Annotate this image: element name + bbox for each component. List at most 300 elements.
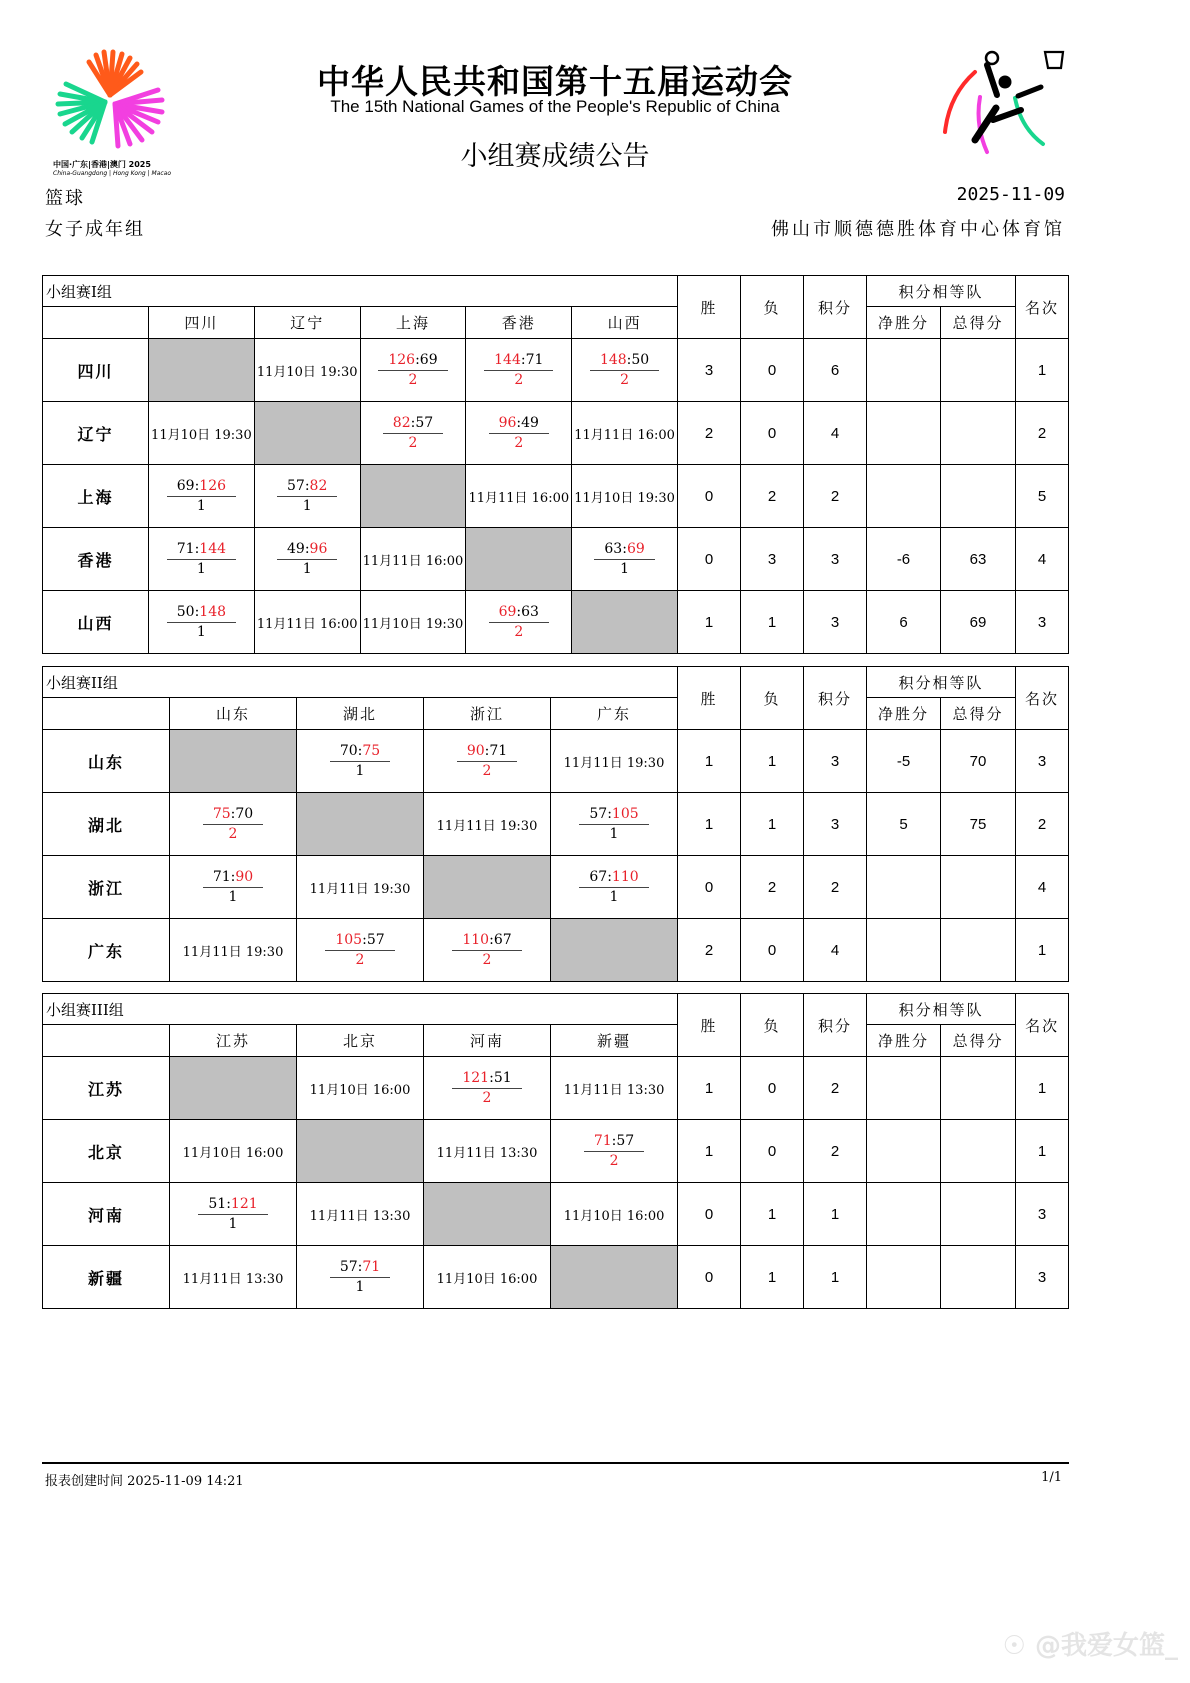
scheduled-match-cell: 11月10日 16:00: [297, 1057, 424, 1120]
col-header-team: 广东: [551, 698, 678, 730]
rank-value: 3: [1016, 591, 1069, 654]
page-title-en: The 15th National Games of the People's Republic of China: [330, 97, 780, 116]
match-points: 1: [355, 762, 365, 779]
row-team-name: 北京: [43, 1120, 170, 1183]
score-own: 148: [599, 351, 627, 368]
losses-value: 1: [740, 591, 803, 654]
scheduled-match-cell: 11月10日 19:30: [149, 402, 255, 465]
match-score: [489, 415, 549, 434]
col-header-team: 江苏: [170, 1025, 297, 1057]
match-result: [198, 1196, 267, 1233]
score-opponent: 148: [199, 603, 227, 620]
row-team-name: 山东: [43, 730, 170, 793]
team-row: [43, 402, 1069, 465]
col-header-team: 新疆: [551, 1025, 678, 1057]
score-opponent: 144: [199, 540, 227, 557]
match-result: [590, 352, 659, 389]
match-score: [330, 743, 390, 762]
scheduled-match-cell: 11月11日 16:00: [254, 591, 360, 654]
team-row: [43, 339, 1069, 402]
match-points: 1: [228, 888, 238, 905]
match-result: [579, 806, 648, 843]
logo-caption-cn: 中国·广东|香港|澳门 2025: [53, 160, 151, 169]
scheduled-match-cell: 11月10日 16:00: [424, 1246, 551, 1309]
row-team-name: 山西: [43, 591, 149, 654]
rank-value: 1: [1016, 1120, 1069, 1183]
score-separator: :: [626, 351, 632, 368]
col-header-total-points: 总得分: [941, 1025, 1016, 1057]
score-opponent: 63: [521, 603, 539, 620]
score-opponent: 90: [235, 868, 254, 885]
score-own: 67: [589, 868, 608, 885]
score-opponent: 126: [199, 477, 227, 494]
team-row: [43, 528, 1069, 591]
score-separator: :: [410, 414, 416, 431]
score-separator: :: [489, 931, 494, 948]
score-separator: :: [226, 1195, 231, 1212]
points-value: 3: [804, 793, 867, 856]
team-row: [43, 1246, 1069, 1309]
scheduled-match-cell: 11月11日 19:30: [551, 730, 678, 793]
losses-value: 1: [741, 1246, 804, 1309]
col-header-team: 北京: [297, 1025, 424, 1057]
losses-value: 1: [741, 793, 804, 856]
scheduled-match-cell: 11月11日 13:30: [297, 1183, 424, 1246]
col-header-tie-group: 积分相等队: [867, 994, 1016, 1025]
match-score: [594, 541, 654, 560]
col-header-points: 积分: [804, 667, 867, 730]
row-team-name: 上海: [43, 465, 149, 528]
team-row: [43, 591, 1069, 654]
col-header-loss: 负: [740, 276, 803, 339]
points-value: 3: [803, 528, 866, 591]
losses-value: 0: [741, 1120, 804, 1183]
self-match-cell: [424, 1183, 551, 1246]
match-result: [383, 415, 443, 452]
net-points-value: [867, 1120, 941, 1183]
rank-value: 4: [1016, 856, 1069, 919]
total-points-value: [940, 465, 1015, 528]
scheduled-match-cell: 11月10日 19:30: [360, 591, 466, 654]
match-result-cell: [360, 402, 466, 465]
score-separator: :: [516, 414, 522, 431]
wins-value: 0: [678, 1246, 741, 1309]
total-points-value: [940, 402, 1015, 465]
basketball-pictogram: [935, 40, 1065, 170]
col-header-loss: 负: [741, 994, 804, 1057]
score-opponent: 96: [309, 540, 328, 557]
logo-caption-en: China-Guangdong | Hong Kong | Macao: [53, 170, 172, 177]
total-points-value: 63: [940, 528, 1015, 591]
self-match-cell: [424, 856, 551, 919]
score-opponent: 67: [493, 931, 512, 948]
match-points: 2: [609, 1152, 619, 1169]
rank-value: 5: [1016, 465, 1069, 528]
match-result: [277, 478, 337, 515]
rank-value: 1: [1016, 339, 1069, 402]
score-separator: :: [230, 805, 236, 822]
footer-divider: [42, 1462, 1069, 1464]
self-match-cell: [170, 1057, 297, 1120]
row-team-name: 湖北: [43, 793, 170, 856]
match-result: [325, 932, 394, 969]
row-team-name: 广东: [43, 919, 170, 982]
wins-value: 1: [678, 1120, 741, 1183]
match-points: 2: [514, 434, 524, 451]
match-result: [594, 541, 654, 578]
score-opponent: 71: [362, 1258, 381, 1275]
net-points-value: [867, 1246, 941, 1309]
match-result-cell: [424, 730, 551, 793]
col-header-total-points: 总得分: [941, 698, 1016, 730]
score-own: 49: [287, 540, 305, 557]
match-score: [277, 541, 337, 560]
self-match-cell: [297, 793, 424, 856]
losses-value: 0: [740, 402, 803, 465]
wins-value: 0: [677, 528, 740, 591]
net-points-value: [866, 402, 940, 465]
match-score: [167, 541, 236, 560]
score-opponent: 71: [525, 351, 544, 368]
match-points: 2: [482, 951, 492, 968]
score-separator: :: [489, 1069, 494, 1086]
match-result-cell: [170, 793, 297, 856]
net-points-value: [866, 465, 940, 528]
score-own: 110: [462, 931, 490, 948]
score-separator: :: [415, 351, 420, 368]
score-separator: :: [362, 931, 367, 948]
match-result-cell: [297, 730, 424, 793]
score-separator: :: [230, 868, 236, 885]
net-points-value: [867, 1183, 941, 1246]
rank-value: 2: [1016, 402, 1069, 465]
score-own: 144: [494, 351, 521, 368]
score-own: 69: [498, 603, 517, 620]
self-match-cell: [466, 528, 572, 591]
match-result-cell: [551, 856, 678, 919]
score-own: 126: [388, 351, 416, 368]
net-points-value: [866, 339, 940, 402]
points-value: 2: [804, 1120, 867, 1183]
score-opponent: 51: [493, 1069, 512, 1086]
match-result: [579, 869, 648, 906]
venue-label: 佛山市顺德德胜体育中心体育馆: [771, 219, 1065, 240]
losses-value: 0: [741, 1057, 804, 1120]
match-score: [330, 1259, 390, 1278]
match-result-cell: [572, 528, 678, 591]
points-value: 1: [804, 1246, 867, 1309]
total-points-value: 75: [941, 793, 1016, 856]
match-score: [452, 932, 521, 951]
net-points-value: -5: [867, 730, 941, 793]
self-match-cell: [360, 465, 466, 528]
match-result: [330, 1259, 390, 1296]
page-title-cn: 中华人民共和国第十五届运动会: [317, 62, 793, 101]
col-header-tie-group: 积分相等队: [867, 667, 1016, 698]
match-result: [489, 604, 549, 641]
score-own: 105: [335, 931, 363, 948]
match-score: [579, 869, 648, 888]
group-table: [42, 993, 1069, 1309]
score-own: 71: [593, 1132, 612, 1149]
net-points-value: 6: [866, 591, 940, 654]
wins-value: 1: [678, 730, 741, 793]
wins-value: 1: [678, 1057, 741, 1120]
score-separator: :: [304, 477, 310, 494]
score-opponent: 105: [611, 805, 639, 822]
score-own: 57: [339, 1258, 358, 1275]
score-own: 75: [212, 805, 231, 822]
col-header-rank: 名次: [1016, 276, 1069, 339]
scheduled-match-cell: 11月10日 16:00: [170, 1120, 297, 1183]
match-score: [489, 604, 549, 623]
score-opponent: 57: [415, 414, 434, 431]
rank-value: 1: [1016, 919, 1069, 982]
losses-value: 0: [741, 919, 804, 982]
match-result: [452, 1070, 521, 1107]
weibo-watermark: [1003, 1625, 1178, 1662]
match-result-cell: [149, 528, 255, 591]
match-points: 1: [620, 560, 630, 577]
match-result-cell: [466, 339, 572, 402]
team-row: [43, 1120, 1069, 1183]
col-header-team: 湖北: [297, 698, 424, 730]
page-number: 1/1: [1041, 1470, 1062, 1485]
match-score: [203, 806, 263, 825]
team-row: [43, 856, 1069, 919]
col-header-net-points: 净胜分: [866, 307, 940, 339]
score-own: 63: [604, 540, 623, 557]
col-header-team: 辽宁: [254, 307, 360, 339]
team-row: [43, 730, 1069, 793]
group-title: 小组赛I组: [43, 276, 678, 307]
match-result-cell: [466, 402, 572, 465]
score-separator: :: [607, 868, 612, 885]
match-points: 1: [196, 560, 206, 577]
match-result-cell: [424, 1057, 551, 1120]
group-title: 小组赛III组: [43, 994, 678, 1025]
match-score: [198, 1196, 267, 1215]
team-row: [43, 1057, 1069, 1120]
scheduled-match-cell: 11月11日 19:30: [297, 856, 424, 919]
points-value: 4: [803, 402, 866, 465]
wins-value: 1: [677, 591, 740, 654]
match-score: [277, 478, 337, 497]
score-opponent: 70: [235, 805, 254, 822]
col-header-team: 山西: [572, 307, 678, 339]
scheduled-match-cell: 11月11日 13:30: [170, 1246, 297, 1309]
losses-value: 2: [741, 856, 804, 919]
match-score: [590, 352, 659, 371]
score-separator: :: [194, 477, 200, 494]
match-result-cell: [424, 919, 551, 982]
total-points-value: 69: [940, 591, 1015, 654]
match-points: 2: [514, 623, 524, 640]
score-opponent: 110: [611, 868, 639, 885]
wins-value: 0: [678, 1183, 741, 1246]
score-own: 82: [392, 414, 411, 431]
score-separator: :: [520, 351, 526, 368]
net-points-value: [867, 856, 941, 919]
match-result-cell: [572, 339, 678, 402]
score-own: 71: [176, 540, 195, 557]
category-label: 女子成年组: [45, 219, 145, 240]
match-points: 2: [408, 371, 418, 388]
report-date: 2025-11-09: [956, 184, 1065, 205]
match-result-cell: [297, 919, 424, 982]
group-table: [42, 275, 1069, 654]
weibo-icon: ☉: [1002, 1631, 1026, 1661]
match-score: [203, 869, 263, 888]
total-points-value: 70: [941, 730, 1016, 793]
match-result-cell: [149, 591, 255, 654]
match-result: [167, 541, 236, 578]
match-result: [203, 869, 263, 906]
score-opponent: 57: [616, 1132, 635, 1149]
scheduled-match-cell: 11月11日 16:00: [360, 528, 466, 591]
match-result: [457, 743, 517, 780]
match-result: [167, 478, 236, 515]
match-result: [378, 352, 447, 389]
col-header-points: 积分: [803, 276, 866, 339]
scheduled-match-cell: 11月10日 19:30: [254, 339, 360, 402]
rank-value: 1: [1016, 1057, 1069, 1120]
scheduled-match-cell: 11月11日 19:30: [424, 793, 551, 856]
col-header-win: 胜: [678, 994, 741, 1057]
report-subtitle: 小组赛成绩公告: [460, 141, 650, 172]
basketball-player-icon: [935, 40, 1065, 170]
match-points: 1: [228, 1215, 238, 1232]
scheduled-match-cell: 11月11日 19:30: [170, 919, 297, 982]
score-separator: :: [304, 540, 310, 557]
report-created-time: 报表创建时间 2025-11-09 14:21: [45, 1474, 244, 1489]
score-own: 51: [208, 1195, 227, 1212]
col-header-team: 河南: [424, 1025, 551, 1057]
score-opponent: 57: [366, 931, 385, 948]
points-value: 1: [804, 1183, 867, 1246]
match-points: 1: [355, 1278, 365, 1295]
wins-value: 2: [678, 919, 741, 982]
match-score: [457, 743, 517, 762]
wins-value: 1: [678, 793, 741, 856]
match-score: [584, 1133, 644, 1152]
rank-value: 3: [1016, 1246, 1069, 1309]
match-result: [584, 1133, 644, 1170]
team-row: [43, 793, 1069, 856]
row-team-name: 江苏: [43, 1057, 170, 1120]
match-result: [277, 541, 337, 578]
match-score: [579, 806, 648, 825]
match-result-cell: [254, 465, 360, 528]
match-result-cell: [170, 856, 297, 919]
match-points: 2: [482, 1089, 492, 1106]
score-opponent: 69: [626, 540, 645, 557]
losses-value: 3: [740, 528, 803, 591]
total-points-value: [941, 1183, 1016, 1246]
match-result: [330, 743, 390, 780]
match-result: [167, 604, 236, 641]
score-separator: :: [357, 1258, 363, 1275]
net-points-value: 5: [867, 793, 941, 856]
losses-value: 2: [740, 465, 803, 528]
rank-value: 4: [1016, 528, 1069, 591]
scheduled-match-cell: 11月11日 16:00: [572, 402, 678, 465]
score-separator: :: [484, 742, 490, 759]
score-separator: :: [357, 742, 363, 759]
row-team-name: 浙江: [43, 856, 170, 919]
wins-value: 2: [677, 402, 740, 465]
wins-value: 0: [677, 465, 740, 528]
score-separator: :: [611, 1132, 617, 1149]
scheduled-match-cell: 11月11日 13:30: [424, 1120, 551, 1183]
net-points-value: [867, 1057, 941, 1120]
match-points: 2: [482, 762, 492, 779]
score-own: 57: [589, 805, 608, 822]
wins-value: 3: [677, 339, 740, 402]
net-points-value: [867, 919, 941, 982]
match-score: [378, 352, 447, 371]
row-team-name: 辽宁: [43, 402, 149, 465]
score-own: 90: [466, 742, 485, 759]
match-points: 2: [228, 825, 238, 842]
col-header-win: 胜: [677, 276, 740, 339]
total-points-value: [941, 919, 1016, 982]
team-row: [43, 1183, 1069, 1246]
match-result: [484, 352, 553, 389]
score-opponent: 82: [309, 477, 328, 494]
team-row: [43, 465, 1069, 528]
score-opponent: 69: [419, 351, 438, 368]
corner-cell: [43, 1025, 170, 1057]
self-match-cell: [551, 1246, 678, 1309]
score-separator: :: [194, 603, 200, 620]
score-own: 69: [176, 477, 195, 494]
score-separator: :: [607, 805, 612, 822]
col-header-team: 上海: [360, 307, 466, 339]
wins-value: 0: [678, 856, 741, 919]
match-score: [167, 478, 236, 497]
total-points-value: [941, 1057, 1016, 1120]
points-value: 3: [803, 591, 866, 654]
match-result: [203, 806, 263, 843]
self-match-cell: [572, 591, 678, 654]
match-points: 1: [196, 623, 206, 640]
match-result-cell: [297, 1246, 424, 1309]
match-points: 1: [196, 497, 206, 514]
group-table: [42, 666, 1069, 982]
match-result: [489, 415, 549, 452]
match-score: [383, 415, 443, 434]
score-opponent: 49: [521, 414, 539, 431]
col-header-team: 山东: [170, 698, 297, 730]
match-points: 2: [408, 434, 418, 451]
self-match-cell: [170, 730, 297, 793]
match-points: 2: [620, 371, 630, 388]
points-value: 4: [804, 919, 867, 982]
points-value: 2: [804, 1057, 867, 1120]
match-points: 2: [355, 951, 365, 968]
match-result-cell: [254, 528, 360, 591]
scheduled-match-cell: 11月10日 19:30: [572, 465, 678, 528]
match-points: 1: [609, 825, 619, 842]
match-score: [325, 932, 394, 951]
score-opponent: 75: [362, 742, 381, 759]
total-points-value: [940, 339, 1015, 402]
rank-value: 3: [1016, 730, 1069, 793]
losses-value: 0: [740, 339, 803, 402]
score-opponent: 121: [230, 1195, 258, 1212]
scheduled-match-cell: 11月11日 13:30: [551, 1057, 678, 1120]
